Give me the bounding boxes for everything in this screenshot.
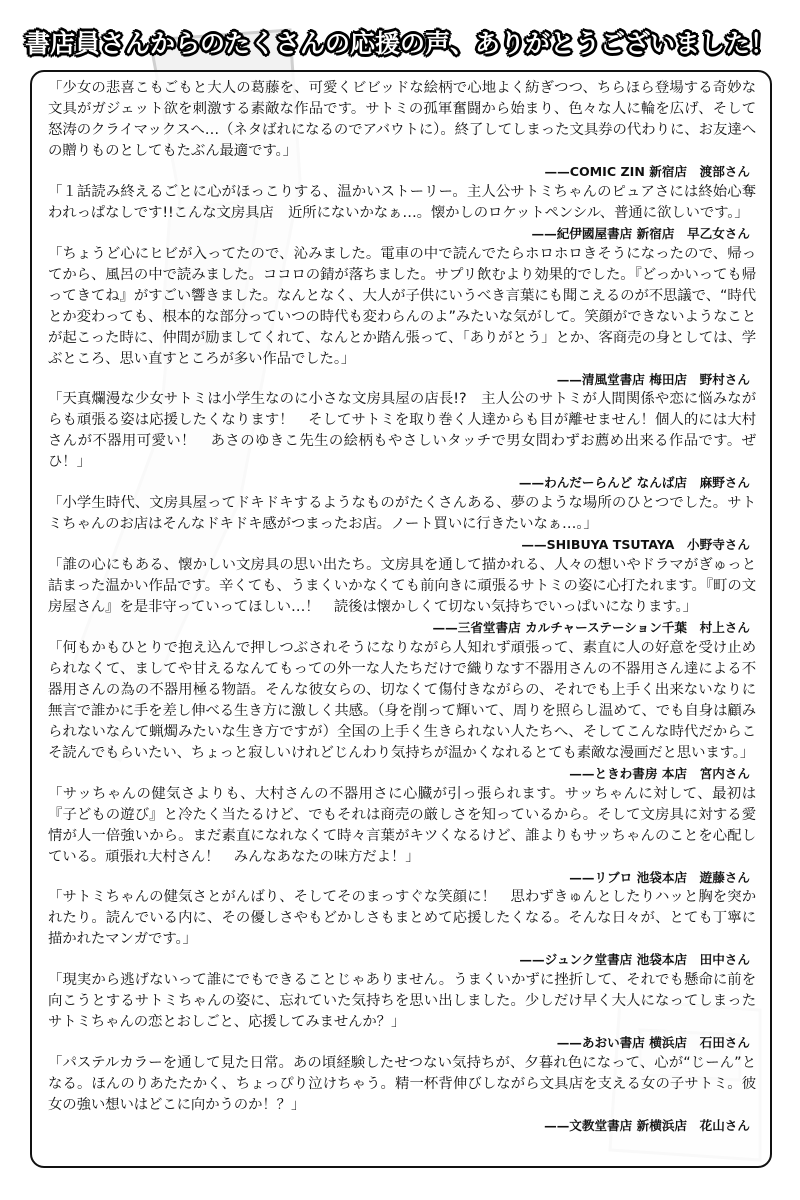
review-credit: ——三省堂書店 カルチャーステーション千葉 村上さん <box>432 619 750 635</box>
review-text: 「少女の悲喜こもごもと大人の葛藤を、可愛くビビッドな絵柄で心地よく紡ぎつつ、ちらほら登場する奇妙な文具がガジェット欲を刺激する素敵な作品です。サトミの孤軍奮闘から始まり、色々な人に輪を広げ、そして怒涛のクライマックスへ…（ネタばれになるのでアバウトに）。終了してしまった文具券の代わりに、お友達への贈りものとしてもたぶん最適です。」 <box>48 80 756 159</box>
review-item <box>48 78 756 182</box>
review-credit: ——ときわ書房 本店 宮内さん <box>569 765 750 781</box>
review-item <box>48 493 756 555</box>
review-item <box>48 970 756 1053</box>
review-item <box>48 389 756 493</box>
review-item <box>48 244 756 390</box>
review-item <box>48 555 756 638</box>
page-title: 書店員さんからのたくさんの応援の声、ありがとうございました！ <box>24 29 775 58</box>
review-text: 「小学生時代、文房具屋ってドキドキするようなものがたくさんある、夢のような場所のひとつでした。サトミちゃんのお店はそんなドキドキ感がつまったお店。ノート買いに行きたいなぁ…。」 <box>48 495 756 533</box>
review-credit: ——SHIBUYA TSUTAYA 小野寺さん <box>521 537 750 553</box>
review-credit: ——文教堂書店 新横浜店 花山さん <box>544 1117 750 1133</box>
review-credit: ——リブロ 池袋本店 遊藤さん <box>569 869 750 885</box>
review-credit: ——COMIC ZIN 新宿店 渡部さん <box>544 164 750 179</box>
review-item <box>48 784 756 888</box>
review-item <box>48 1053 756 1136</box>
review-credit: ——わんだーらんど なんば店 麻野さん <box>518 475 750 491</box>
review-text: 「１話読み終えるごとに心がほっこりする、温かいストーリー。主人公サトミちゃんのピュアさには終始心奪われっぱなしです!!こんな文房具店 近所にないかなぁ…。懐かしのロケットペンシル、普通に欲しいです。」 <box>48 183 756 221</box>
review-text: 「現実から逃げないって誰にでもできることじゃありません。うまくいかずに挫折して、それでも懸命に前を向こうとするサトミちゃんの姿に、忘れていた気持ちを思い出しました。少しだけ早く大人になってしまったサトミちゃんの恋とおしごと、応援してみませんか？」 <box>48 972 756 1031</box>
reviews-box <box>30 70 772 1168</box>
review-text: 「天真爛漫な少女サトミは小学生なのに小さな文房具屋の店長!? 主人公のサトミが人間関係や恋に悩みながらも頑張る姿は応援したくなります！ そしてサトミを取り巻く人達からも目が離せません！個人的には大村さんが不器用可愛い！ あさのゆきこ先生の絵柄もやさしいタッチで男女問わずお薦め出来る作品です。ぜひ！」 <box>48 391 756 471</box>
review-item <box>48 887 756 970</box>
review-text: 「サッちゃんの健気さよりも、大村さんの不器用さに心臓が引っ張られます。サッちゃんに対して、最初は『子どもの遊び』と冷たく当たるけど、でもそれは商売の厳しさを知っているから。そして文房具に対する愛情が人一倍強いから。まだ素直になれなくて時々言葉がキツくなるけど、誰よりもサッちゃんのことを心配している。頑張れ大村さん！ みんなあなたの味方だよ！」 <box>48 785 756 865</box>
review-text: 「ちょうど心にヒビが入ってたので、沁みました。電車の中で読んでたらホロホロきそうになったので、帰ってから、風呂の中で読みました。ココロの錆が落ちました。サプリ飲むより効果的でした。『どっかいっても帰ってきてね』がすごい響きました。なんとなく、大人が子供にいうべき言葉にも聞こえるのが不思議で、“時代とか変わっても、根本的な部分っていつの時代も変わらんのよ”みたいな気がして。笑顔ができないようなことが起こった時に、仲間が励ましてくれて、なんとか踏ん張って、「ありがとう」とか、客商売の身としては、学ぶところ、思い直すところが多い作品でした。」 <box>48 245 756 367</box>
review-credit: ——あおい書店 横浜店 石田さん <box>556 1035 750 1051</box>
review-text: 「パステルカラーを通して見た日常。あの頃経験したせつない気持ちが、夕暮れ色になって、心が“じーん”となる。ほんのりあたたかく、ちょっぴり泣けちゃう。精一杯背伸びしながら文具店を支える女の子サトミ。彼女の強い想いはどこに向かうのか！？」 <box>48 1054 756 1113</box>
review-credit: ——ジュンク堂書店 池袋本店 田中さん <box>519 952 750 968</box>
review-text: 「サトミちゃんの健気さとがんばり、そしてそのまっすぐな笑顔に！ 思わずきゅんとしたりハッと胸を突かれたり。読んでいる内に、その優しさやもどかしさもまとめて応援したくなる。そんな日々が、とても丁寧に描かれたマンガです。」 <box>48 889 756 948</box>
review-text: 「誰の心にもある、懐かしい文房具の思い出たち。文房具を通して描かれる、人々の想いやドラマがぎゅっと詰まった温かい作品です。辛くても、うまくいかなくても前向きに頑張るサトミの姿に心打たれます。『町の文房屋さん』を是非守っていってほしい…！ 読後は懐かしくて切ない気持ちでいっぱいになります。」 <box>48 556 756 615</box>
review-item <box>48 638 756 784</box>
review-item <box>48 182 756 244</box>
review-credit: ——清風堂書店 梅田店 野村さん <box>556 371 750 387</box>
review-text: 「何もかもひとりで抱え込んで押しつぶされそうになりながら人知れず頑張って、素直に人の好意を受け止められなくて、ましてや甘えるなんてもっての外一な人たちだけで織りなす不器用さんの不器用さん達による不器用さんの為の不器用極る物語。そんな彼女らの、切なくて傷付きながらの、それでも上手く出来ないなりに無言で誰かに手を差し伸べる生き方に激しく共感。（身を削って輝いて、周りを照らし温めて、でも自身は顧みられないなんて蝋燭みたいな生き方ですが）全国の上手く生きられない人たちへ、そしてこんな時代だからこそ読んでもらいたい、ちょっと寂しいけれどじんわり気持ちが温かくなれるとても素敵な漫画だと思います。」 <box>48 639 756 761</box>
review-credit: ——紀伊國屋書店 新宿店 早乙女さん <box>531 225 750 241</box>
